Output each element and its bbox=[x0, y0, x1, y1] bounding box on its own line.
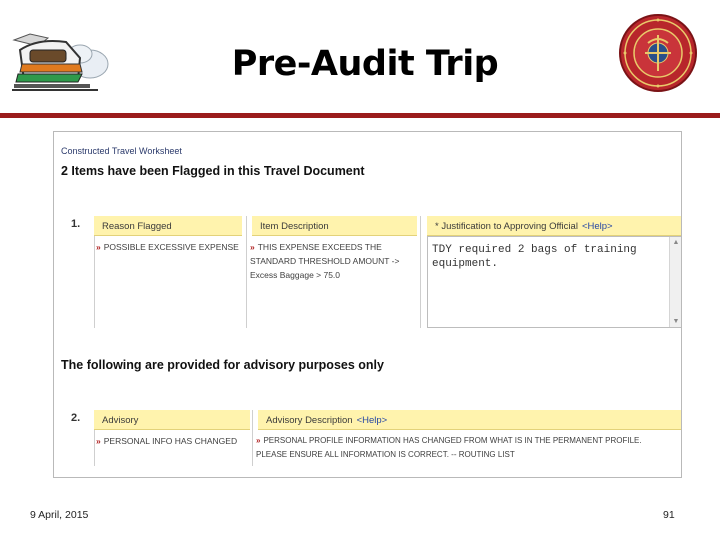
train-clipart-icon bbox=[8, 28, 110, 94]
slide-date: 9 April, 2015 bbox=[30, 509, 89, 521]
column-header-advisory-description: Advisory Description <Help> bbox=[258, 410, 682, 430]
column-divider bbox=[420, 216, 421, 328]
worksheet-label: Constructed Travel Worksheet bbox=[61, 146, 182, 156]
travel-worksheet-screenshot bbox=[53, 131, 682, 478]
column-header-reason-flagged: Reason Flagged bbox=[94, 216, 242, 236]
scroll-up-icon[interactable]: ▲ bbox=[672, 239, 680, 246]
advisory-description-value: » PERSONAL PROFILE INFORMATION HAS CHANGED FROM WHAT IS IN THE PERMANENT PROFILE. PLEASE ENSURE ALL INFORMATION IS CORRECT. -- ROUTING LIST bbox=[256, 436, 642, 459]
column-divider bbox=[94, 430, 95, 466]
title-divider bbox=[0, 113, 720, 118]
column-divider bbox=[252, 410, 253, 466]
item-description-value: » THIS EXPENSE EXCEEDS THE STANDARD THRESHOLD AMOUNT -> Excess Baggage > 75.0 bbox=[250, 242, 400, 280]
flagged-heading: 2 Items have been Flagged in this Travel Document bbox=[61, 164, 365, 178]
column-header-advisory: Advisory bbox=[94, 410, 250, 430]
column-divider bbox=[246, 216, 247, 328]
advisory-value: » PERSONAL INFO HAS CHANGED bbox=[96, 436, 238, 446]
advisory-help-link[interactable]: <Help> bbox=[356, 415, 388, 426]
column-header-item-description: Item Description bbox=[252, 216, 417, 236]
slide-title: Pre-Audit Trip bbox=[231, 44, 499, 84]
justification-help-link[interactable]: <Help> bbox=[581, 221, 613, 232]
textarea-scrollbar[interactable] bbox=[669, 237, 681, 327]
reason-flagged-value: » POSSIBLE EXCESSIVE EXPENSE bbox=[96, 242, 239, 252]
justification-textarea[interactable]: TDY required 2 bags of training equipment. bbox=[427, 236, 682, 328]
scroll-down-icon[interactable]: ▼ bbox=[672, 318, 680, 325]
column-header-justification: * Justification to Approving Official <Help> bbox=[427, 216, 682, 236]
column-divider bbox=[94, 236, 95, 328]
advisory-heading: The following are provided for advisory purposes only bbox=[61, 358, 384, 372]
item-number-2: 2. bbox=[71, 412, 81, 424]
item-number-1: 1. bbox=[71, 218, 81, 230]
slide-page-number: 91 bbox=[663, 509, 675, 521]
marine-corps-seal-icon bbox=[618, 13, 698, 93]
